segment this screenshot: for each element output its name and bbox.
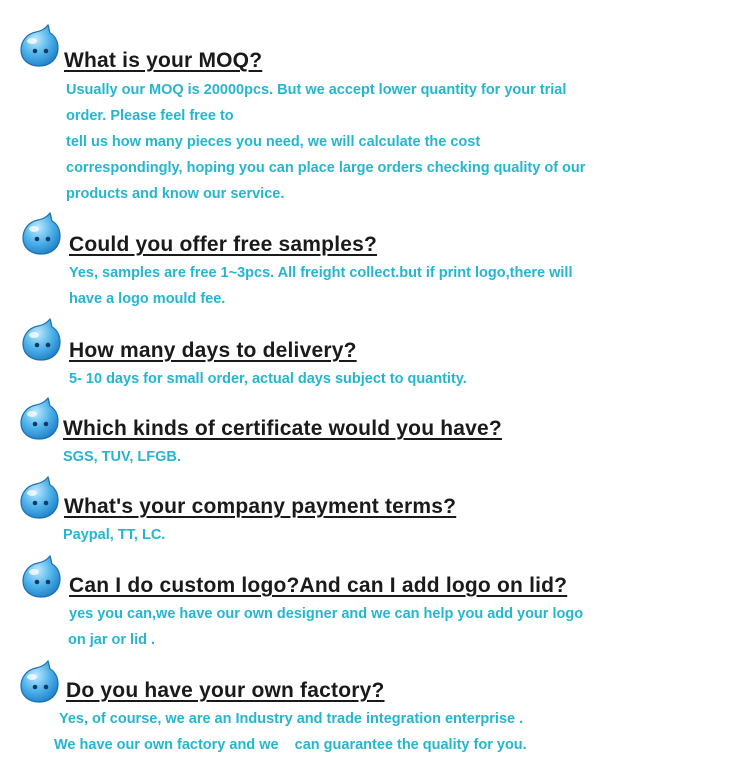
water-droplet-bubble-icon	[20, 210, 64, 256]
faq-answer-line: order. Please feel free to	[66, 108, 234, 124]
faq-answer-line: yes you can,we have our own designer and we can help you add your logo	[69, 606, 584, 622]
faq-question: Which kinds of certificate would you have?	[63, 417, 502, 440]
faq-answer-line: 5- 10 days for small order, actual days subject to quantity.	[69, 371, 467, 387]
faq-answer-line: We have our own factory and we can guarantee the quality for you.	[54, 737, 527, 753]
faq-answer-line: correspondingly, hoping you can place large orders checking quality of our	[66, 160, 586, 176]
faq-answer-line: Paypal, TT, LC.	[63, 527, 166, 543]
faq-question: Could you offer free samples?	[69, 233, 378, 256]
faq-question: What's your company payment terms?	[64, 495, 457, 518]
water-droplet-bubble-icon	[20, 316, 64, 362]
water-droplet-bubble-icon	[18, 474, 62, 520]
faq-question: How many days to delivery?	[69, 339, 357, 362]
faq-question: Do you have your own factory?	[66, 679, 385, 702]
water-droplet-bubble-icon	[18, 395, 62, 441]
water-droplet-bubble-icon	[20, 553, 64, 599]
faq-answer-line: have a logo mould fee.	[69, 291, 226, 307]
water-droplet-bubble-icon	[18, 658, 62, 704]
water-droplet-bubble-icon	[18, 22, 62, 68]
faq-question: What is your MOQ?	[64, 49, 263, 72]
faq-answer-line: SGS, TUV, LFGB.	[63, 449, 181, 465]
faq-answer-line: on jar or lid .	[68, 632, 156, 648]
faq-answer-line: Usually our MOQ is 20000pcs. But we accept lower quantity for your trial	[66, 82, 567, 98]
faq-question: Can I do custom logo?And can I add logo on lid?	[69, 574, 568, 597]
faq-answer-line: tell us how many pieces you need, we will calculate the cost	[66, 134, 481, 150]
faq-answer-line: Yes, of course, we are an Industry and trade integration enterprise .	[59, 711, 524, 727]
faq-answer-line: products and know our service.	[66, 186, 285, 202]
faq-answer-line: Yes, samples are free 1~3pcs. All freight collect.but if print logo,there will	[69, 265, 573, 281]
